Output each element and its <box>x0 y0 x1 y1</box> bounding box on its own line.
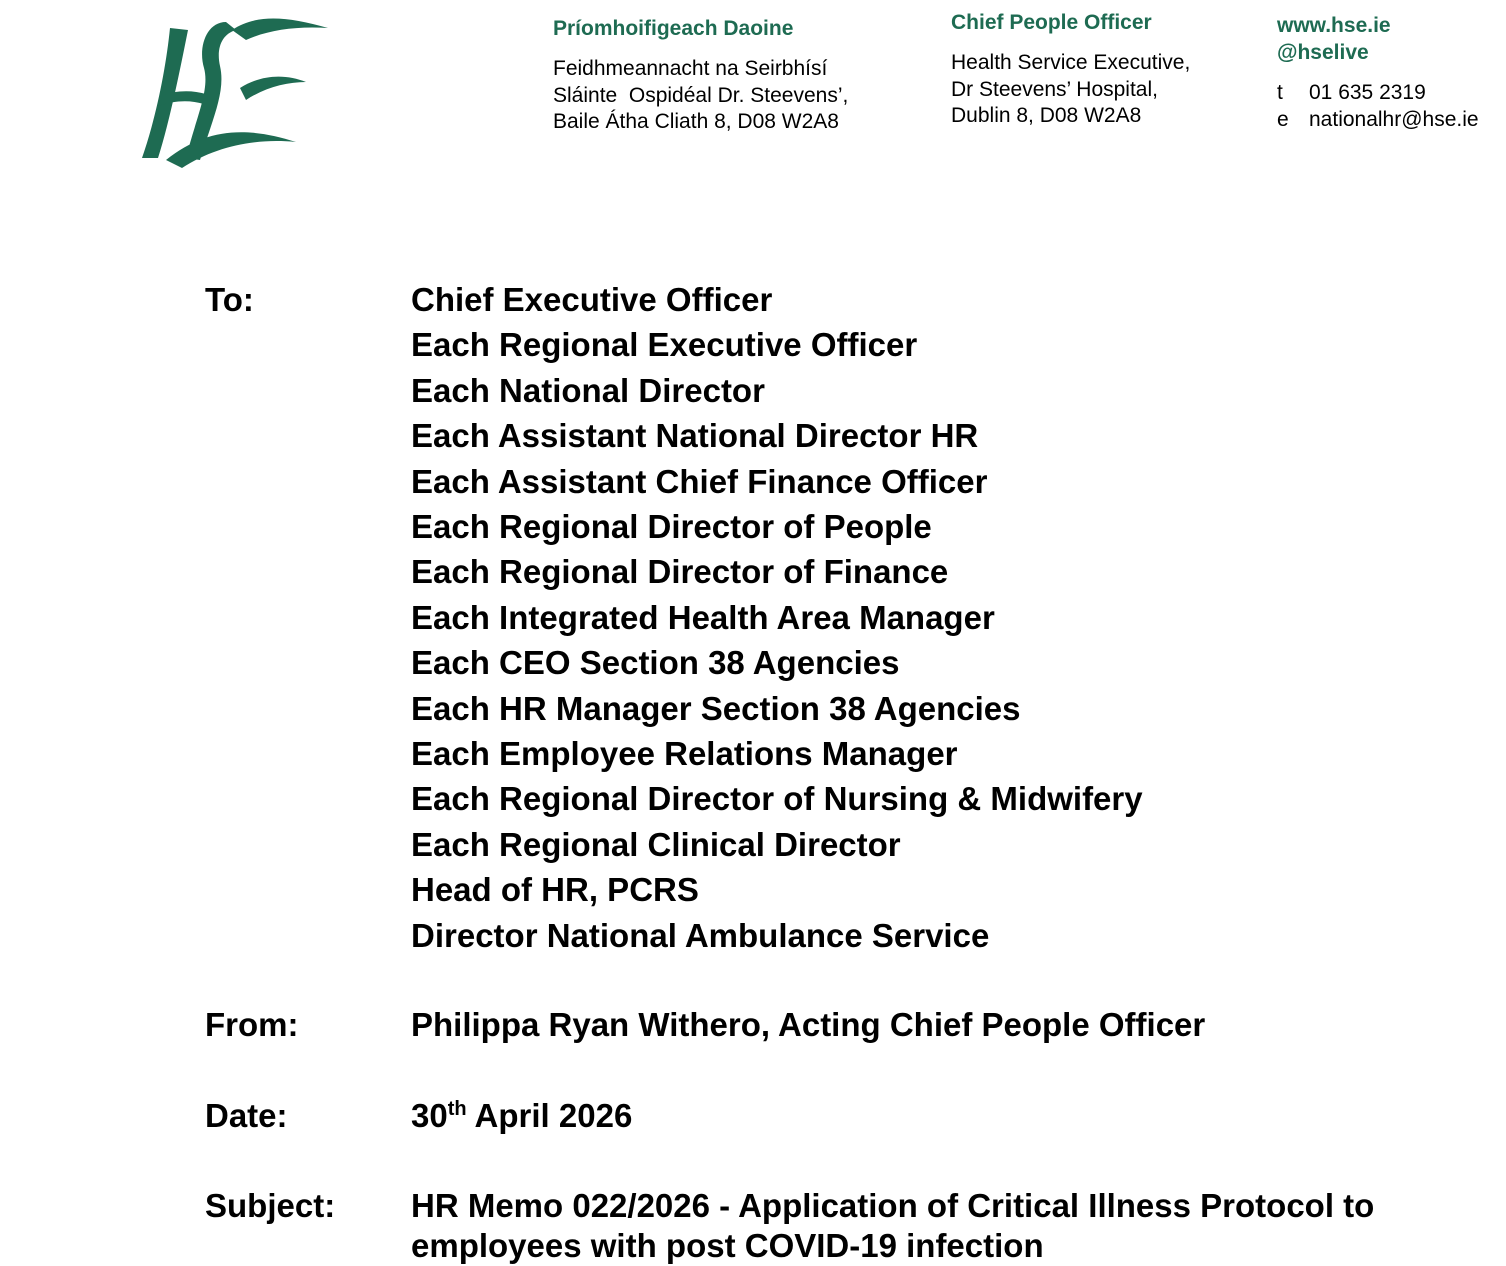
date-day: 30 <box>411 1097 448 1134</box>
date-value <box>411 1094 632 1138</box>
social-handle[interactable]: @hselive <box>1277 41 1369 64</box>
subject-value <box>411 1186 1374 1266</box>
recipient-list <box>411 277 1143 958</box>
header-irish-title: Príomhoifigeach Daoine <box>553 17 794 40</box>
recipient-item: Each HR Manager Section 38 Agencies <box>411 689 1021 727</box>
recipient-item: Each Regional Director of Nursing & Midwifery <box>411 780 1143 818</box>
email-row <box>1277 107 1479 134</box>
recipient-item: Director National Ambulance Service <box>411 916 990 954</box>
recipient-item: Each Regional Clinical Director <box>411 825 901 863</box>
recipient-item: Head of HR, PCRS <box>411 871 699 909</box>
date-label: Date: <box>205 1097 288 1134</box>
recipient-item: Each Employee Relations Manager <box>411 735 958 773</box>
recipient-item: Chief Executive Officer <box>411 281 773 318</box>
header-english <box>951 10 1190 130</box>
hse-logo <box>136 8 336 170</box>
date-month-year: April 2026 <box>466 1097 633 1134</box>
header-irish-line-3: Baile Átha Cliath 8, D08 W2A8 <box>553 110 839 133</box>
to-label: To: <box>205 281 254 318</box>
email-key: e <box>1277 107 1289 131</box>
recipient-item: Each Regional Director of Finance <box>411 553 949 591</box>
header-english-line-1: Health Service Executive, <box>951 51 1191 74</box>
from-label: From: <box>205 1006 299 1043</box>
recipient-item: Each Regional Director of People <box>411 508 932 546</box>
header-contact <box>1277 12 1479 133</box>
header-english-line-3: Dublin 8, D08 W2A8 <box>951 104 1142 127</box>
email-address[interactable]: nationalhr@hse.ie <box>1309 107 1479 131</box>
recipient-item: Each Assistant National Director HR <box>411 417 979 455</box>
from-value: Philippa Ryan Withero, Acting Chief People Officer <box>411 1006 1206 1043</box>
header-irish-line-1: Feidhmeannacht na Seirbhísí <box>553 57 828 80</box>
phone-row <box>1277 80 1479 107</box>
recipient-item: Each CEO Section 38 Agencies <box>411 644 900 682</box>
subject-line-2: employees with post COVID-19 infection <box>411 1227 1044 1264</box>
date-row <box>205 1094 632 1138</box>
header-irish <box>553 16 848 136</box>
phone-number[interactable]: 01 635 2319 <box>1309 81 1426 104</box>
website-link[interactable]: www.hse.ie <box>1277 14 1391 37</box>
subject-row <box>205 1186 1374 1266</box>
to-row <box>205 277 1143 958</box>
phone-key: t <box>1277 81 1283 104</box>
recipient-item: Each Assistant Chief Finance Officer <box>411 462 988 500</box>
header-irish-line-2: Sláinte Ospidéal Dr. Steevens’, <box>553 83 849 107</box>
from-row <box>205 1003 1205 1047</box>
recipient-item: Each Regional Executive Officer <box>411 326 918 364</box>
header-english-title: Chief People Officer <box>951 11 1152 34</box>
recipient-item: Each National Director <box>411 371 765 409</box>
date-suffix: th <box>447 1098 467 1120</box>
subject-label: Subject: <box>205 1187 336 1224</box>
recipient-item: Each Integrated Health Area Manager <box>411 598 995 636</box>
header-english-line-2: Dr Steevens’ Hospital, <box>951 77 1158 101</box>
subject-line-1: HR Memo 022/2026 - Application of Critical Illness Protocol to <box>411 1187 1375 1224</box>
